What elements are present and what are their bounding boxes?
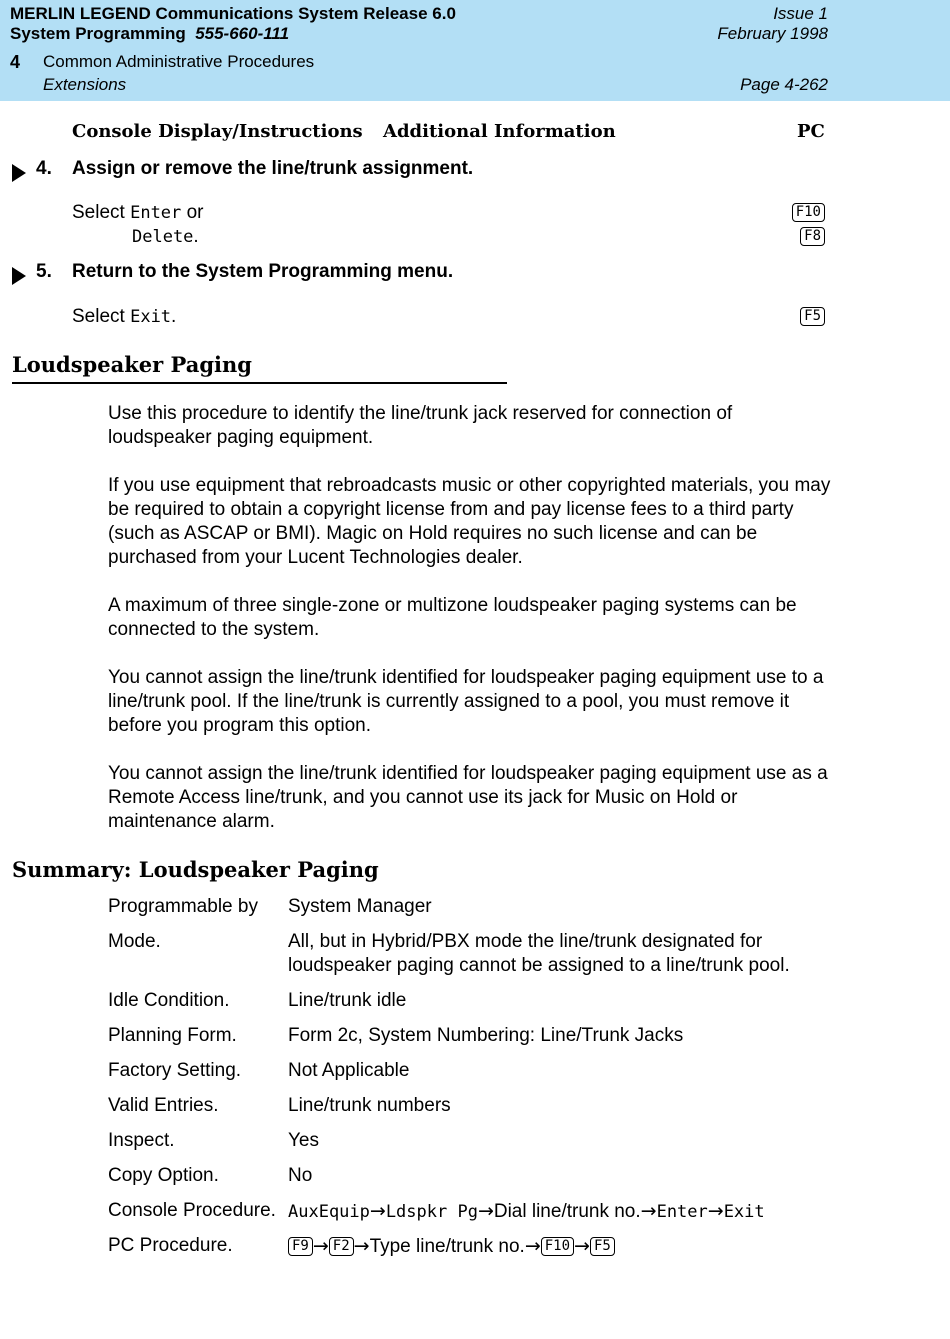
summary-heading: Summary: Loudspeaker Paging (12, 857, 379, 882)
column-heading-pc: PC (797, 121, 825, 142)
summary-label: Valid Entries. (108, 1095, 219, 1116)
doc-subtitle (10, 24, 289, 44)
summary-value: System Manager (288, 896, 432, 917)
function-key-f9: F9 (288, 1237, 313, 1256)
summary-label: Console Procedure. (108, 1200, 276, 1221)
summary-label: Mode. (108, 931, 161, 952)
paragraph (108, 594, 838, 642)
summary-label: Idle Condition. (108, 990, 230, 1011)
column-heading-additional: Additional Information (383, 121, 616, 142)
page-header (0, 0, 950, 101)
summary-label: Factory Setting. (108, 1060, 242, 1081)
select-prefix: Select (72, 202, 125, 223)
paragraph (108, 666, 838, 738)
paragraph (108, 402, 838, 450)
select-prefix: Select (72, 306, 125, 327)
issue-label: Issue 1 (773, 4, 828, 23)
step-number: 5. (36, 261, 52, 282)
right-arrow-icon: → (574, 1235, 590, 1257)
right-arrow-icon: → (353, 1235, 370, 1257)
paragraph-text: If you use equipment that rebroadcasts music or other copyrighted materials, you may be required to obtain a copyright license from and pay license fees to a third party (such as ASCAP or BMI). Magic on Hold requires no such license and can be purchased from your Lucent Technologies dealer. (108, 475, 831, 568)
console-procedure-sequence (288, 1199, 848, 1224)
section-name: Extensions (43, 75, 127, 94)
pc-procedure-sequence (288, 1234, 848, 1259)
console-item-exit: Exit (723, 1202, 765, 1222)
step-instruction (72, 305, 176, 329)
step-instruction-cont (132, 225, 199, 249)
summary-value: No (288, 1165, 313, 1186)
chapter-number: 4 (10, 52, 21, 72)
column-heading-console: Console Display/Instructions (72, 121, 363, 142)
doc-number: 555-660-111 (195, 24, 290, 43)
period: . (171, 306, 177, 327)
function-key-f10: F10 (541, 1237, 574, 1256)
pc-key (800, 227, 825, 246)
option-enter: Enter (130, 203, 182, 223)
summary-value: Line/trunk idle (288, 990, 407, 1011)
console-item-auxequip: AuxEquip (288, 1202, 370, 1222)
section-heading: Loudspeaker Paging (12, 352, 252, 377)
paragraph-text: A maximum of three single-zone or multizone loudspeaker paging systems can be connected to the system. (108, 595, 797, 640)
step-marker-icon (12, 267, 26, 285)
summary-label: Programmable by (108, 896, 258, 917)
page-number: Page 4-262 (740, 75, 828, 94)
step-title: Return to the System Programming menu. (72, 261, 454, 282)
step-number: 4. (36, 158, 52, 179)
option-exit: Exit (130, 307, 172, 327)
summary-value: Line/trunk numbers (288, 1095, 451, 1116)
summary-label: Copy Option. (108, 1165, 219, 1186)
function-key-f8: F8 (800, 227, 825, 246)
summary-value: All, but in Hybrid/PBX mode the line/trunk designated for loudspeaker paging cannot be assigned to a line/trunk pool. (288, 931, 790, 976)
pc-key (792, 203, 825, 222)
summary-label: Inspect. (108, 1130, 175, 1151)
period: . (193, 226, 199, 247)
issue-date: February 1998 (717, 24, 828, 43)
paragraph-text: You cannot assign the line/trunk identified for loudspeaker paging equipment use to a line/trunk pool. If the line/trunk is currently assigned to a pool, you must remove it before you program this option. (108, 667, 824, 736)
right-arrow-icon: → (524, 1235, 541, 1257)
function-key-f5: F5 (800, 307, 825, 326)
doc-subtitle-label: System Programming (10, 24, 186, 43)
option-delete: Delete (132, 227, 194, 247)
function-key-f10: F10 (792, 203, 825, 222)
console-item-enter: Enter (656, 1202, 708, 1222)
step-marker-icon (12, 164, 26, 182)
summary-value: Not Applicable (288, 1060, 410, 1081)
console-item-dial: Dial line/trunk no. (493, 1201, 641, 1222)
summary-value: Yes (288, 1130, 319, 1151)
right-arrow-icon: → (477, 1200, 494, 1222)
summary-label: PC Procedure. (108, 1235, 233, 1256)
right-arrow-icon: → (312, 1235, 329, 1257)
step-title: Assign or remove the line/trunk assignment. (72, 158, 474, 179)
function-key-f2: F2 (329, 1237, 354, 1256)
or-word: or (186, 202, 204, 223)
paragraph (108, 474, 838, 570)
doc-title: MERLIN LEGEND Communications System Release 6.0 (10, 4, 456, 23)
step-instruction (72, 201, 203, 225)
paragraph-text: Use this procedure to identify the line/trunk jack reserved for connection of loudspeaker paging equipment. (108, 403, 733, 448)
right-arrow-icon: → (707, 1200, 724, 1222)
paragraph (108, 762, 838, 834)
pc-key (800, 307, 825, 326)
paragraph-text: You cannot assign the line/trunk identified for loudspeaker paging equipment use as a Remote Access line/trunk, and you cannot use its jack for Music on Hold or maintenance alarm. (108, 763, 828, 832)
pc-item-type: Type line/trunk no. (369, 1236, 525, 1257)
right-arrow-icon: → (640, 1200, 657, 1222)
summary-value: Form 2c, System Numbering: Line/Trunk Jacks (288, 1025, 684, 1046)
chapter-title: Common Administrative Procedures (43, 52, 315, 71)
right-arrow-icon: → (369, 1200, 386, 1222)
function-key-f5: F5 (590, 1237, 615, 1256)
section-rule (12, 382, 507, 384)
summary-label: Planning Form. (108, 1025, 237, 1046)
console-item-ldspkr: Ldspkr Pg (385, 1202, 478, 1222)
